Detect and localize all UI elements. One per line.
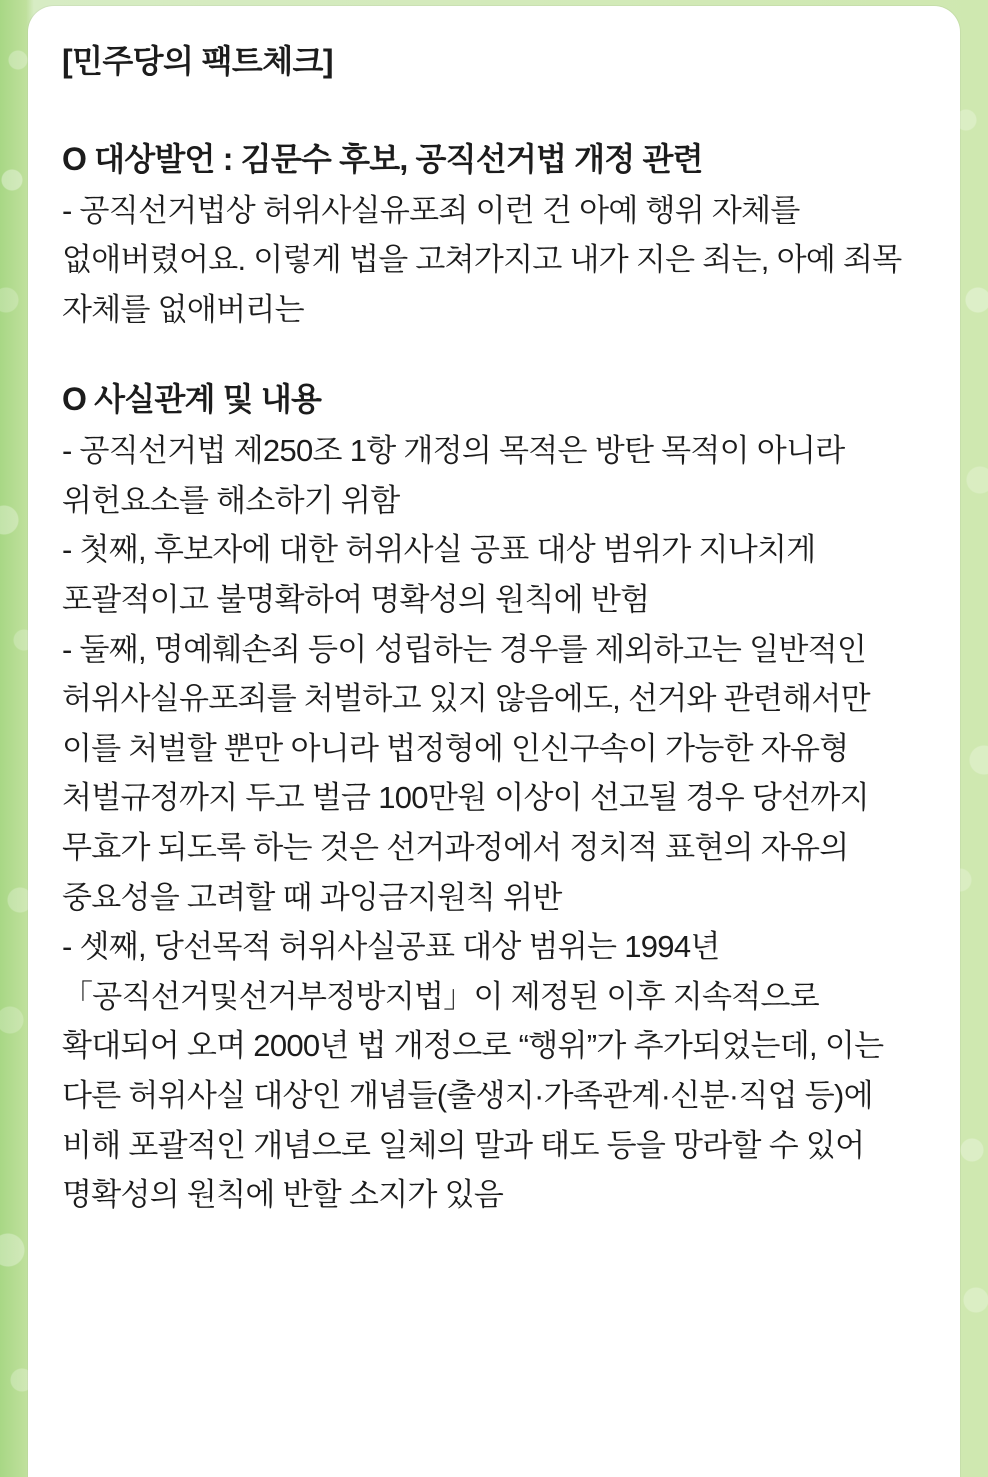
section-paragraph-facts-1: - 공직선거법 제250조 1항 개정의 목적은 방탄 목적이 아니라 위헌요소를 해소하기 위함 <box>62 433 845 518</box>
spacer <box>62 334 926 374</box>
section-paragraph-statement: - 공직선거법상 허위사실유포죄 이런 건 아예 행위 자체를 없애버렸어요. 이렇게 법을 고쳐가지고 내가 지은 죄는, 아예 죄목 자체를 없애버리는 <box>62 192 902 327</box>
spacer <box>62 90 926 134</box>
document-card <box>28 6 960 1477</box>
document-body <box>62 36 926 1220</box>
section-heading-statement: O 대상발언 : 김문수 후보, 공직선거법 개정 관련 <box>62 140 703 177</box>
section-paragraph-facts-2: - 첫째, 후보자에 대한 허위사실 공표 대상 범위가 지나치게 포괄적이고 불명확하여 명확성의 원칙에 반험 <box>62 532 816 618</box>
section-paragraph-facts-4: - 셋째, 당선목적 허위사실공표 대상 범위는 1994년 「공직선거및선거부정방지법」이 제정된 이후 지속적으로 확대되어 오며 2000년 법 개정으로 “행위”가 추가되었는데, 이는 다른 허위사실 대상인 개념들(출생지·가족관계·신분·직업 등)에 비해 포괄적인 개념으로 일체의 말과 태도 등을 망라할 수 있어 명확성의 원칙에 반할 소지가 있음 <box>62 929 884 1213</box>
section-heading-facts: O 사실관계 및 내용 <box>62 381 322 418</box>
section-paragraph-facts-3: - 둘째, 명예훼손죄 등이 성립하는 경우를 제외하고는 일반적인 허위사실유포죄를 처벌하고 있지 않음에도, 선거와 관련해서만 이를 처벌할 뿐만 아니라 법정형에 인신구속이 가능한 자유형 처벌규정까지 두고 벌금 100만원 이상이 선고될 경우 당선까지 무효가 되도록 하는 것은 선거과정에서 정치적 표현의 자유의 중요성을 고려할 때 과잉금지원칙 위반 <box>62 631 870 915</box>
page-title: [민주당의 팩트체크] <box>62 43 333 79</box>
